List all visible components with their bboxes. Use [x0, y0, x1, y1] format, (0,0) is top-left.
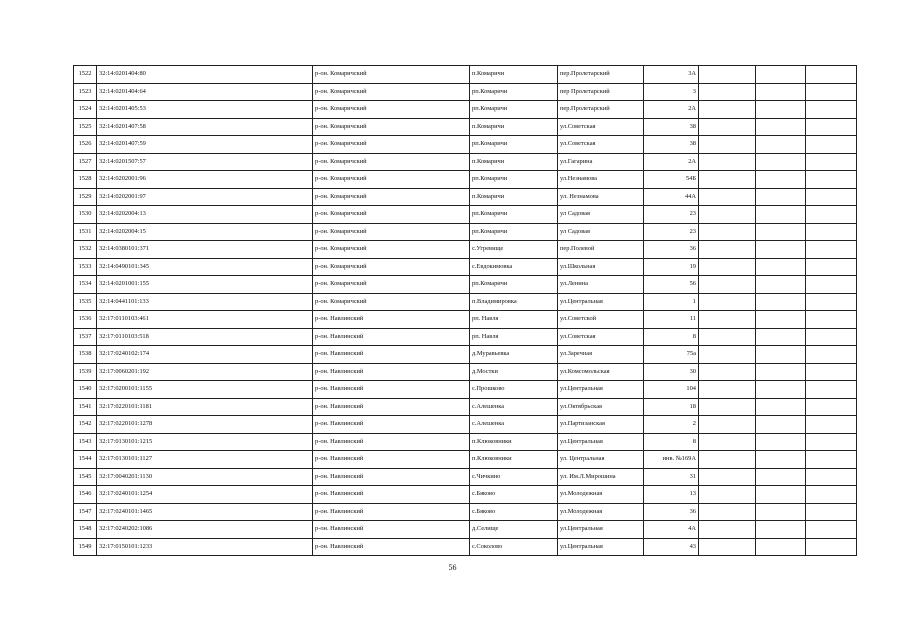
empty-cell [699, 486, 756, 504]
empty-cell [699, 258, 756, 276]
cadastral-number-cell: 32:17:0240102:174 [97, 346, 313, 364]
empty-cell [756, 398, 806, 416]
row-number-cell: 1524 [74, 101, 97, 119]
district-cell: р-он. Комаричский [313, 83, 470, 101]
house-number-cell: 38 [644, 136, 699, 154]
empty-cell [806, 416, 857, 434]
cadastral-number-cell: 32:14:0201407:58 [97, 118, 313, 136]
street-cell: пер.Полевой [558, 241, 644, 259]
empty-cell [699, 83, 756, 101]
district-cell: р-он. Навлинский [313, 433, 470, 451]
table-row [74, 258, 857, 276]
cadastral-number-cell: 32:14:0380101:371 [97, 241, 313, 259]
table-row [74, 433, 857, 451]
cadastral-number-cell: 32:14:0490101:345 [97, 258, 313, 276]
settlement-cell: п.Комаричи [470, 66, 558, 84]
street-cell: ул.Молодежная [558, 486, 644, 504]
empty-cell [756, 171, 806, 189]
empty-cell [806, 101, 857, 119]
table-row [74, 398, 857, 416]
district-cell: р-он. Навлинский [313, 451, 470, 469]
house-number-cell: 2А [644, 101, 699, 119]
district-cell: р-он. Комаричский [313, 258, 470, 276]
empty-cell [806, 521, 857, 539]
empty-cell [806, 188, 857, 206]
settlement-cell: д.Муравьевка [470, 346, 558, 364]
street-cell: ул.Центральная [558, 293, 644, 311]
table-row [74, 451, 857, 469]
house-number-cell: 2А [644, 153, 699, 171]
street-cell: ул.Советской [558, 311, 644, 329]
street-cell: ул.Центральная [558, 433, 644, 451]
settlement-cell: с.Угревище [470, 241, 558, 259]
street-cell: пер Пролетарский [558, 83, 644, 101]
district-cell: р-он. Комаричский [313, 276, 470, 294]
table-row [74, 521, 857, 539]
row-number-cell: 1537 [74, 328, 97, 346]
empty-cell [699, 346, 756, 364]
empty-cell [699, 451, 756, 469]
empty-cell [756, 468, 806, 486]
empty-cell [699, 171, 756, 189]
house-number-cell: инв. №169А [644, 451, 699, 469]
empty-cell [806, 328, 857, 346]
settlement-cell: рп. Навля [470, 328, 558, 346]
district-cell: р-он. Навлинский [313, 328, 470, 346]
empty-cell [756, 451, 806, 469]
empty-cell [756, 521, 806, 539]
house-number-cell: 3 [644, 83, 699, 101]
empty-cell [756, 486, 806, 504]
house-number-cell: 13 [644, 486, 699, 504]
empty-cell [699, 101, 756, 119]
row-number-cell: 1545 [74, 468, 97, 486]
street-cell: ул.Ленина [558, 276, 644, 294]
table-row [74, 486, 857, 504]
house-number-cell: 4А [644, 521, 699, 539]
district-cell: р-он. Комаричский [313, 188, 470, 206]
row-number-cell: 1546 [74, 486, 97, 504]
street-cell: ул.Партизанская [558, 416, 644, 434]
empty-cell [756, 433, 806, 451]
empty-cell [756, 328, 806, 346]
empty-cell [806, 451, 857, 469]
cadastral-number-cell: 32:14:0441101:133 [97, 293, 313, 311]
street-cell: ул.Комсомольская [558, 363, 644, 381]
cadastral-number-cell: 32:14:0201405:53 [97, 101, 313, 119]
table-row [74, 468, 857, 486]
house-number-cell: 2 [644, 416, 699, 434]
street-cell: пер.Пролетарский [558, 66, 644, 84]
house-number-cell: 104 [644, 381, 699, 399]
empty-cell [699, 381, 756, 399]
row-number-cell: 1526 [74, 136, 97, 154]
street-cell: ул.Советская [558, 136, 644, 154]
table-row [74, 311, 857, 329]
settlement-cell: с.Бяково [470, 503, 558, 521]
row-number-cell: 1528 [74, 171, 97, 189]
settlement-cell: с.Бяково [470, 486, 558, 504]
empty-cell [699, 416, 756, 434]
table-row [74, 171, 857, 189]
district-cell: р-он. Комаричский [313, 136, 470, 154]
empty-cell [756, 118, 806, 136]
district-cell: р-он. Навлинский [313, 311, 470, 329]
empty-cell [806, 83, 857, 101]
empty-cell [806, 66, 857, 84]
settlement-cell: с.Соколово [470, 538, 558, 556]
house-number-cell: 36 [644, 241, 699, 259]
empty-cell [756, 363, 806, 381]
cadastral-number-cell: 32:14:0202004:15 [97, 223, 313, 241]
district-cell: р-он. Навлинский [313, 363, 470, 381]
page-number: 56 [448, 563, 457, 572]
row-number-cell: 1523 [74, 83, 97, 101]
street-cell: ул. Незнамова [558, 188, 644, 206]
cadastral-number-cell: 32:14:0202004:13 [97, 206, 313, 224]
cadastral-number-cell: 32:17:0110103:461 [97, 311, 313, 329]
row-number-cell: 1535 [74, 293, 97, 311]
empty-cell [756, 136, 806, 154]
property-register-table [73, 65, 857, 556]
empty-cell [699, 433, 756, 451]
district-cell: р-он. Навлинский [313, 503, 470, 521]
empty-cell [806, 276, 857, 294]
house-number-cell: 36 [644, 503, 699, 521]
empty-cell [756, 188, 806, 206]
empty-cell [806, 538, 857, 556]
district-cell: р-он. Комаричский [313, 101, 470, 119]
row-number-cell: 1534 [74, 276, 97, 294]
settlement-cell: рп.Комаричи [470, 206, 558, 224]
empty-cell [756, 538, 806, 556]
settlement-cell: рп.Комаричи [470, 136, 558, 154]
table-row [74, 223, 857, 241]
row-number-cell: 1541 [74, 398, 97, 416]
table-row [74, 363, 857, 381]
table-row [74, 293, 857, 311]
district-cell: р-он. Навлинский [313, 346, 470, 364]
cadastral-number-cell: 32:17:0130101:1215 [97, 433, 313, 451]
house-number-cell: 56 [644, 276, 699, 294]
cadastral-number-cell: 32:14:0201407:59 [97, 136, 313, 154]
empty-cell [699, 241, 756, 259]
cadastral-number-cell: 32:14:0202001:97 [97, 188, 313, 206]
street-cell: ул.Центральная [558, 538, 644, 556]
district-cell: р-он. Навлинский [313, 486, 470, 504]
row-number-cell: 1530 [74, 206, 97, 224]
street-cell: ул. Центральная [558, 451, 644, 469]
empty-cell [699, 223, 756, 241]
cadastral-number-cell: 32:17:0060201:192 [97, 363, 313, 381]
cadastral-number-cell: 32:17:0220101:1181 [97, 398, 313, 416]
empty-cell [699, 276, 756, 294]
street-cell: ул.Центральная [558, 381, 644, 399]
row-number-cell: 1522 [74, 66, 97, 84]
empty-cell [699, 136, 756, 154]
settlement-cell: д.Селище [470, 521, 558, 539]
row-number-cell: 1548 [74, 521, 97, 539]
table-body [74, 66, 857, 556]
table-row [74, 83, 857, 101]
cadastral-number-cell: 32:17:0130101:1127 [97, 451, 313, 469]
empty-cell [699, 521, 756, 539]
district-cell: р-он. Навлинский [313, 416, 470, 434]
district-cell: р-он. Навлинский [313, 398, 470, 416]
empty-cell [756, 83, 806, 101]
house-number-cell: 18 [644, 398, 699, 416]
empty-cell [756, 416, 806, 434]
street-cell: ул.Школьная [558, 258, 644, 276]
house-number-cell: 19 [644, 258, 699, 276]
empty-cell [756, 241, 806, 259]
house-number-cell: 8 [644, 433, 699, 451]
row-number-cell: 1547 [74, 503, 97, 521]
house-number-cell: 43 [644, 538, 699, 556]
row-number-cell: 1538 [74, 346, 97, 364]
street-cell: пер.Пролетарский [558, 101, 644, 119]
house-number-cell: 38 [644, 118, 699, 136]
empty-cell [699, 538, 756, 556]
house-number-cell: 8 [644, 328, 699, 346]
table-row [74, 153, 857, 171]
settlement-cell: п.Клюковники [470, 451, 558, 469]
settlement-cell: с.Алешенка [470, 416, 558, 434]
settlement-cell: п.Комаричи [470, 118, 558, 136]
table-row [74, 276, 857, 294]
street-cell: ул.Октябрьская [558, 398, 644, 416]
settlement-cell: с.Прошково [470, 381, 558, 399]
empty-cell [699, 363, 756, 381]
house-number-cell: 23 [644, 223, 699, 241]
settlement-cell: рп.Комаричи [470, 83, 558, 101]
settlement-cell: рп. Навля [470, 311, 558, 329]
empty-cell [806, 363, 857, 381]
empty-cell [806, 346, 857, 364]
empty-cell [756, 293, 806, 311]
empty-cell [756, 311, 806, 329]
house-number-cell: 54Б [644, 171, 699, 189]
row-number-cell: 1542 [74, 416, 97, 434]
settlement-cell: рп.Комаричи [470, 101, 558, 119]
table-row [74, 241, 857, 259]
cadastral-number-cell: 32:17:0200101:1155 [97, 381, 313, 399]
empty-cell [699, 118, 756, 136]
settlement-cell: п.Клюковники [470, 433, 558, 451]
row-number-cell: 1540 [74, 381, 97, 399]
settlement-cell: п.Комаричи [470, 188, 558, 206]
empty-cell [806, 311, 857, 329]
district-cell: р-он. Комаричский [313, 241, 470, 259]
row-number-cell: 1531 [74, 223, 97, 241]
street-cell: ул.Молодежная [558, 503, 644, 521]
empty-cell [756, 346, 806, 364]
row-number-cell: 1539 [74, 363, 97, 381]
settlement-cell: д.Мостки [470, 363, 558, 381]
cadastral-number-cell: 32:14:0202001:96 [97, 171, 313, 189]
empty-cell [806, 398, 857, 416]
empty-cell [756, 206, 806, 224]
empty-cell [699, 66, 756, 84]
empty-cell [699, 153, 756, 171]
empty-cell [756, 503, 806, 521]
cadastral-number-cell: 32:17:0240101:1465 [97, 503, 313, 521]
empty-cell [806, 486, 857, 504]
settlement-cell: п.Владимировка [470, 293, 558, 311]
cadastral-number-cell: 32:17:0240202:1086 [97, 521, 313, 539]
house-number-cell: 23 [644, 206, 699, 224]
empty-cell [699, 311, 756, 329]
table-row [74, 328, 857, 346]
street-cell: ул.Советская [558, 118, 644, 136]
empty-cell [699, 188, 756, 206]
table-row [74, 188, 857, 206]
cadastral-number-cell: 32:14:0201001:155 [97, 276, 313, 294]
cadastral-number-cell: 32:14:0201507:57 [97, 153, 313, 171]
row-number-cell: 1536 [74, 311, 97, 329]
street-cell: ул.Незнамова [558, 171, 644, 189]
street-cell: ул Садовая [558, 206, 644, 224]
row-number-cell: 1532 [74, 241, 97, 259]
settlement-cell: с.Алешенка [470, 398, 558, 416]
empty-cell [699, 206, 756, 224]
row-number-cell: 1549 [74, 538, 97, 556]
empty-cell [756, 258, 806, 276]
empty-cell [806, 118, 857, 136]
street-cell: ул.Советская [558, 328, 644, 346]
street-cell: ул Садовая [558, 223, 644, 241]
empty-cell [699, 328, 756, 346]
empty-cell [806, 223, 857, 241]
empty-cell [756, 381, 806, 399]
cadastral-number-cell: 32:14:0201404:64 [97, 83, 313, 101]
district-cell: р-он. Комаричский [313, 206, 470, 224]
house-number-cell: 44А [644, 188, 699, 206]
settlement-cell: рп.Комаричи [470, 171, 558, 189]
cadastral-number-cell: 32:17:0240101:1254 [97, 486, 313, 504]
empty-cell [806, 381, 857, 399]
cadastral-number-cell: 32:17:0110103:518 [97, 328, 313, 346]
empty-cell [806, 293, 857, 311]
street-cell: ул.Центральная [558, 521, 644, 539]
table-row [74, 503, 857, 521]
row-number-cell: 1543 [74, 433, 97, 451]
district-cell: р-он. Комаричский [313, 293, 470, 311]
row-number-cell: 1529 [74, 188, 97, 206]
empty-cell [756, 223, 806, 241]
table-row [74, 346, 857, 364]
empty-cell [756, 66, 806, 84]
house-number-cell: 31 [644, 468, 699, 486]
house-number-cell: 11 [644, 311, 699, 329]
settlement-cell: с.Евдокимовка [470, 258, 558, 276]
empty-cell [699, 468, 756, 486]
cadastral-number-cell: 32:17:0040201:1130 [97, 468, 313, 486]
table-row [74, 136, 857, 154]
table-row [74, 118, 857, 136]
empty-cell [699, 503, 756, 521]
table-row [74, 206, 857, 224]
district-cell: р-он. Комаричский [313, 171, 470, 189]
cadastral-number-cell: 32:14:0201404:80 [97, 66, 313, 84]
district-cell: р-он. Комаричский [313, 153, 470, 171]
district-cell: р-он. Навлинский [313, 538, 470, 556]
row-number-cell: 1527 [74, 153, 97, 171]
empty-cell [806, 258, 857, 276]
cadastral-number-cell: 32:17:0220101:1278 [97, 416, 313, 434]
settlement-cell: с.Чичкино [470, 468, 558, 486]
table-row [74, 381, 857, 399]
street-cell: ул.Заречная [558, 346, 644, 364]
empty-cell [806, 503, 857, 521]
table-row [74, 66, 857, 84]
table-row [74, 538, 857, 556]
empty-cell [806, 136, 857, 154]
settlement-cell: рп.Комаричи [470, 223, 558, 241]
empty-cell [806, 206, 857, 224]
row-number-cell: 1525 [74, 118, 97, 136]
row-number-cell: 1544 [74, 451, 97, 469]
street-cell: ул. Им.Л.Мирошина [558, 468, 644, 486]
table-row [74, 416, 857, 434]
empty-cell [806, 433, 857, 451]
empty-cell [756, 276, 806, 294]
cadastral-number-cell: 32:17:0150101:1233 [97, 538, 313, 556]
empty-cell [806, 171, 857, 189]
house-number-cell: 75а [644, 346, 699, 364]
empty-cell [756, 153, 806, 171]
street-cell: ул.Гагарина [558, 153, 644, 171]
district-cell: р-он. Навлинский [313, 381, 470, 399]
empty-cell [806, 468, 857, 486]
settlement-cell: рп.Комаричи [470, 276, 558, 294]
house-number-cell: 1 [644, 293, 699, 311]
district-cell: р-он. Навлинский [313, 521, 470, 539]
empty-cell [756, 101, 806, 119]
empty-cell [806, 153, 857, 171]
district-cell: р-он. Комаричский [313, 223, 470, 241]
district-cell: р-он. Навлинский [313, 468, 470, 486]
row-number-cell: 1533 [74, 258, 97, 276]
district-cell: р-он. Комаричский [313, 118, 470, 136]
settlement-cell: п.Комаричи [470, 153, 558, 171]
table-row [74, 101, 857, 119]
empty-cell [806, 241, 857, 259]
house-number-cell: 3А [644, 66, 699, 84]
empty-cell [699, 293, 756, 311]
district-cell: р-он. Комаричский [313, 66, 470, 84]
house-number-cell: 30 [644, 363, 699, 381]
empty-cell [699, 398, 756, 416]
